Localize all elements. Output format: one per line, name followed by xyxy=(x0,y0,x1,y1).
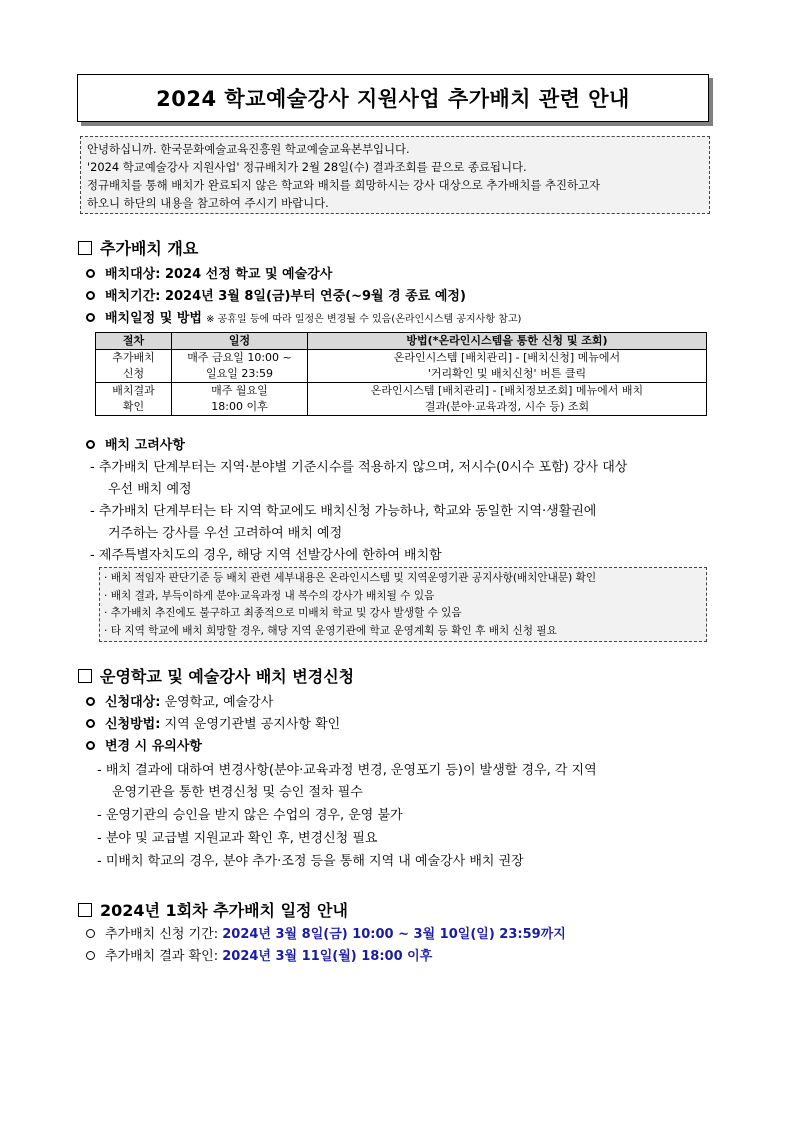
intro-box xyxy=(80,136,710,214)
change-method: 신청방법: 지역 운영기관별 공지사항 확인 xyxy=(86,713,340,732)
table-row xyxy=(96,383,707,416)
square-bullet-icon xyxy=(78,903,92,917)
caution-item: - 운영기관의 승인을 받지 않은 수업의 경우, 운영 불가 xyxy=(97,808,403,823)
note-line: · 추가배치 추진에도 불구하고 최종적으로 미배치 학교 및 강사 발생할 수 있음 xyxy=(104,607,462,619)
table-header: 일정 xyxy=(172,333,308,350)
overview-method: 배치일정 및 방법 ※ 공휴일 등에 따라 일정은 변경될 수 있음(온라인시스템 공지사항 참고) xyxy=(86,307,521,326)
note-line: · 배치 결과, 부득이하게 분야·교육과정 내 복수의 강사가 배치될 수 있음 xyxy=(104,589,435,602)
consideration-item: - 추가배치 단계부터는 타 지역 학교에도 배치신청 가능하나, 학교와 동일한 지역·생활권에 xyxy=(90,504,597,519)
section-heading: 추가배치 개요 xyxy=(78,236,198,259)
intro-line: 정규배치를 통해 배치가 완료되지 않은 학교와 배치를 희망하시는 강사 대상으로 추가배치를 추진하고자 xyxy=(87,178,600,192)
apply-period: 추가배치 신청 기간: 2024년 3월 8일(금) 10:00 ~ 3월 10일(일) 23:59까지 xyxy=(86,923,566,942)
consideration-item: - 추가배치 단계부터는 지역·분야별 기준시수를 적용하지 않으며, 저시수(0시수 포함) 강사 대상 xyxy=(90,460,628,475)
note-line: · 타 지역 학교에 배치 희망할 경우, 해당 지역 운영기관에 학교 운영계획 등 확인 후 배치 신청 필요 xyxy=(104,624,557,637)
table-header: 절차 xyxy=(96,333,172,350)
circle-bullet-icon xyxy=(86,269,95,278)
intro-line: 안녕하십니까. 한국문화예술교육진흥원 학교예술교육본부입니다. xyxy=(87,142,410,156)
table-cell: 배치결과 확인 xyxy=(96,383,172,416)
consideration-item: - 제주특별자치도의 경우, 해당 지역 선발강사에 한하여 배치함 xyxy=(90,548,442,563)
intro-line: 하오니 하단의 내용을 참고하여 주시기 바랍니다. xyxy=(87,196,329,210)
table-header: 방법(*온라인시스템을 통한 신청 및 조회) xyxy=(308,333,707,350)
considerations-heading: 배치 고려사항 xyxy=(86,434,185,453)
circle-bullet-icon xyxy=(86,440,95,449)
table-cell: 추가배치 신청 xyxy=(96,350,172,383)
circle-bullet-icon xyxy=(86,697,95,706)
table-row xyxy=(96,350,707,383)
section-heading: 운영학교 및 예술강사 배치 변경신청 xyxy=(78,664,354,687)
notes-box xyxy=(99,567,707,642)
intro-line: '2024 학교예술강사 지원사업' 정규배치가 2월 28일(수) 결과조회를 끝으로 종료됩니다. xyxy=(87,160,527,174)
note-line: · 배치 적임자 판단기준 등 배치 관련 세부내용은 온라인시스템 및 지역운영기관 공지사항(배치안내문) 확인 xyxy=(104,572,597,584)
change-target: 신청대상: 운영학교, 예술강사 xyxy=(86,691,273,710)
overview-target: 배치대상: 2024 선정 학교 및 예술강사 xyxy=(86,263,332,282)
method-note: ※ 공휴일 등에 따라 일정은 변경될 수 있음(온라인시스템 공지사항 참고) xyxy=(206,314,522,325)
circle-bullet-icon xyxy=(86,313,95,322)
table-cell: 온라인시스템 [배치관리] - [배치신청] 메뉴에서 '거리확인 및 배치신청' 버튼 클릭 xyxy=(308,350,707,383)
caution-item: - 미배치 학교의 경우, 분야 추가·조정 등을 통해 지역 내 예술강사 배치 권장 xyxy=(97,854,524,869)
square-bullet-icon xyxy=(78,669,92,683)
circle-bullet-icon xyxy=(86,291,95,300)
circle-bullet-icon xyxy=(86,719,95,728)
table-header-row xyxy=(96,333,707,350)
circle-bullet-icon xyxy=(86,741,95,750)
caution-heading: 변경 시 유의사항 xyxy=(86,735,202,754)
consideration-item-cont: 거주하는 강사를 우선 고려하여 배치 예정 xyxy=(108,526,343,541)
consideration-item-cont: 우선 배치 예정 xyxy=(108,482,192,497)
table-cell: 온라인시스템 [배치관리] - [배치정보조회] 메뉴에서 배치 결과(분야·교육과정, 시수 등) 조회 xyxy=(308,383,707,416)
page-title: 2024 학교예술강사 지원사업 추가배치 관련 안내 xyxy=(77,74,709,122)
square-bullet-icon xyxy=(78,241,92,255)
caution-item: - 분야 및 교급별 지원교과 확인 후, 변경신청 필요 xyxy=(97,831,378,846)
circle-bullet-icon xyxy=(86,929,95,938)
schedule-table xyxy=(95,332,707,416)
section-heading: 2024년 1회차 추가배치 일정 안내 xyxy=(78,898,348,921)
caution-item-cont: 운영기관을 통한 변경신청 및 승인 절차 필수 xyxy=(112,785,363,800)
circle-bullet-icon xyxy=(86,951,95,960)
overview-period: 배치기간: 2024년 3월 8일(금)부터 연중(~9월 경 종료 예정) xyxy=(86,285,466,304)
table-cell: 매주 금요일 10:00 ~ 일요일 23:59 xyxy=(172,350,308,383)
result-date: 추가배치 결과 확인: 2024년 3월 11일(월) 18:00 이후 xyxy=(86,945,432,964)
table-cell: 매주 월요일 18:00 이후 xyxy=(172,383,308,416)
caution-item: - 배치 결과에 대하여 변경사항(분야·교육과정 변경, 운영포기 등)이 발생할 경우, 각 지역 xyxy=(97,763,597,778)
